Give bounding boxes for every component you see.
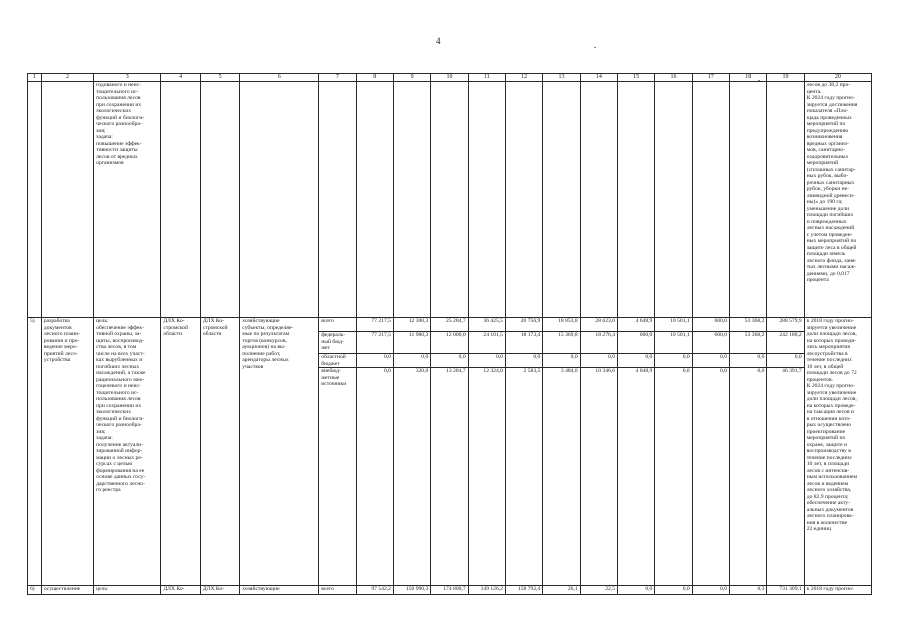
source-regional: областной бюджет: [319, 354, 355, 368]
header-cell: 12: [505, 74, 542, 82]
value-cell: 22,5: [580, 586, 617, 595]
activity-name: разработка документов лесного плани- рования и про- ведение меро- приятий лесо- устройства: [41, 318, 93, 586]
header-cell: 2: [41, 74, 93, 82]
values-col-10: 25 284,7 12 000,0 0,0 13 284,7: [431, 318, 468, 586]
responsible-executor: ДЛХ Ко- стромской области: [161, 318, 200, 586]
values-col-11: 36 425,5 24 101,5 0,0 12 324,0: [468, 318, 505, 586]
values-col-17: 600,0 600,0 0,0 0,0: [692, 318, 729, 586]
header-cell: 20: [804, 74, 871, 82]
values-col-15: 4 648,9 600,0 0,0 4 048,9: [618, 318, 655, 586]
values-col-13: 18 853,8 15 369,8 0,0 3 484,0: [543, 318, 580, 586]
values-col-12: 20 756,9 18 173,4 0,0 2 583,5: [505, 318, 542, 586]
value-cell: 97 542,2: [356, 586, 393, 595]
source-federal: федераль- ный бюд- жет: [319, 332, 355, 354]
header-cell: 7: [319, 74, 356, 82]
header-cell: 9: [393, 74, 430, 82]
goal-text: цель: обеспечение эффек- тивной охраны, за- щиты, воспроизвод- ства лесов, в том числе на всех участ- ках вырубленных и погибших лесных насаждений, а также рационального мно- гоцелевого и неис- тощительного ис- пользования лесов при сохранении их экологических функций и биологи- ческого разнообра- зия; задача: получение актуали- зированной инфор- мации о лесных ре- сурсах с целью формирования на ее основе данных госу- дарственного лесно- го реестра: [94, 318, 161, 586]
program-table: [27, 73, 872, 595]
values-col-14: 28 623,0 18 276,4 0,0 10 346,6: [580, 318, 617, 586]
header-cell: 14: [580, 74, 617, 82]
values-col-19: 288 579,9 242 188,2 0,0 46 391,7: [767, 318, 804, 586]
co-executor: ДЛХ Ко- стромской области: [200, 318, 239, 586]
goal-text: годованого и неис- тощительного ис- пользования лесов при сохранении их экологических функций и биологи- ческого разнообра- зия; задача: повышение эффек- тивности защиты лесов от вредных организмов: [94, 82, 161, 318]
value-cell: 8,3: [730, 586, 767, 595]
value-cell: 149 126,2: [468, 586, 505, 595]
values-col-18: 53 368,2 53 368,2 0,0 0,0: [730, 318, 767, 586]
source-extrabudget: внебюд- жетные источники: [321, 368, 347, 387]
table-row-continuation: [28, 82, 872, 318]
header-cell: 1: [28, 74, 42, 82]
header-cell: 3: [94, 74, 161, 82]
participants: хозяйствующие субъекты, определяе- мые по результатам торгов (конкурсов, аукционов) на вы- полнение работ, арендаторы лесных участков: [240, 318, 319, 586]
expected-results-text: к 2018 году прогно- зируется увеличение доли площади лесов, на которых проводи- лись мероприятия лесоустройства в течение последних 10 лет, в общей площади лесов до 72 процентов. К 2024 году прогно- зируется увеличение доли площади лесов, на которых проведе- на таксация лесов и в отношении кото- рых осуществлено проектирование мероприятий по охране, защите и воспроизводству в течение последних 10 лет, в площади лесов с интенсив- ным использованием лесов и ведением лесного хозяйства, до 82,9 процента; обеспечение акту- альных документов лесного планирова- ния в количестве 22 единиц: [804, 318, 871, 586]
values-col-9: 12 300,3 11 980,3 0,0 320,0: [393, 318, 430, 586]
scan-speck: [594, 47, 596, 48]
value-cell: 731 309,1: [767, 586, 804, 595]
page-number: 4: [436, 36, 441, 46]
row-number: 5): [28, 318, 42, 586]
co-executor: ДЛХ Ко-: [200, 586, 239, 595]
header-cell: 10: [431, 74, 468, 82]
header-cell: 6: [240, 74, 319, 82]
header-cell: 11: [468, 74, 505, 82]
values-col-8: 77 217,5 77 217,5 0,0 0,0: [356, 318, 393, 586]
value-cell: 0,0: [655, 586, 692, 595]
row-number: 6): [28, 586, 42, 595]
header-cell: 19: [767, 74, 804, 82]
funding-sources: [319, 318, 356, 586]
value-cell: 0,0: [618, 586, 655, 595]
responsible-executor: ДЛХ Ко-: [161, 586, 200, 595]
header-cell: 15: [618, 74, 655, 82]
header-cell: 8: [356, 74, 393, 82]
value-cell: 158 792,4: [505, 586, 542, 595]
participants: хозяйствующие: [240, 586, 319, 595]
table-row-5: [28, 318, 872, 586]
goal-text: цель:: [94, 586, 161, 595]
header-row: [28, 74, 872, 82]
header-cell: 13: [543, 74, 580, 82]
expected-results-text: к 2018 году прогно-: [804, 586, 871, 595]
value-cell: 150 990,3: [393, 586, 430, 595]
header-cell: 18: [730, 74, 767, 82]
value-cell: 26,1: [543, 586, 580, 595]
source-total: всего: [319, 318, 355, 332]
header-cell: 16: [655, 74, 692, 82]
value-cell: 0,0: [692, 586, 729, 595]
value-cell: 174 800,7: [431, 586, 468, 595]
source-total: всего: [319, 586, 356, 595]
header-cell: 5: [200, 74, 239, 82]
header-cell: 4: [161, 74, 200, 82]
activity-name: осуществление: [41, 586, 93, 595]
expected-results-text: лесов до 38,2 про- цента. К 2024 году прогно- зируется достижения показателя «Пло- щадь проведенных мероприятий по предупреждению возникновения вредных организ- мов, санитарно- оздоровительных мероприятий (сплошных санитар- ных рубок, выбо- рочных санитарных рубок, уборки не- ликвидной древеси- ны)» до 190 га; уменьшение доли площади погибших и поврежденных лесных насаждений с учетом проведен- ных мероприятий по защите леса в общей площади земель лесного фонда, заня- тых лесными насаж- дениями, до 0,017 процента: [804, 82, 871, 318]
header-cell: 17: [692, 74, 729, 82]
values-col-16: 10 501,1 10 501,1 0,0 0,0: [655, 318, 692, 586]
table-row-6: [28, 586, 872, 595]
